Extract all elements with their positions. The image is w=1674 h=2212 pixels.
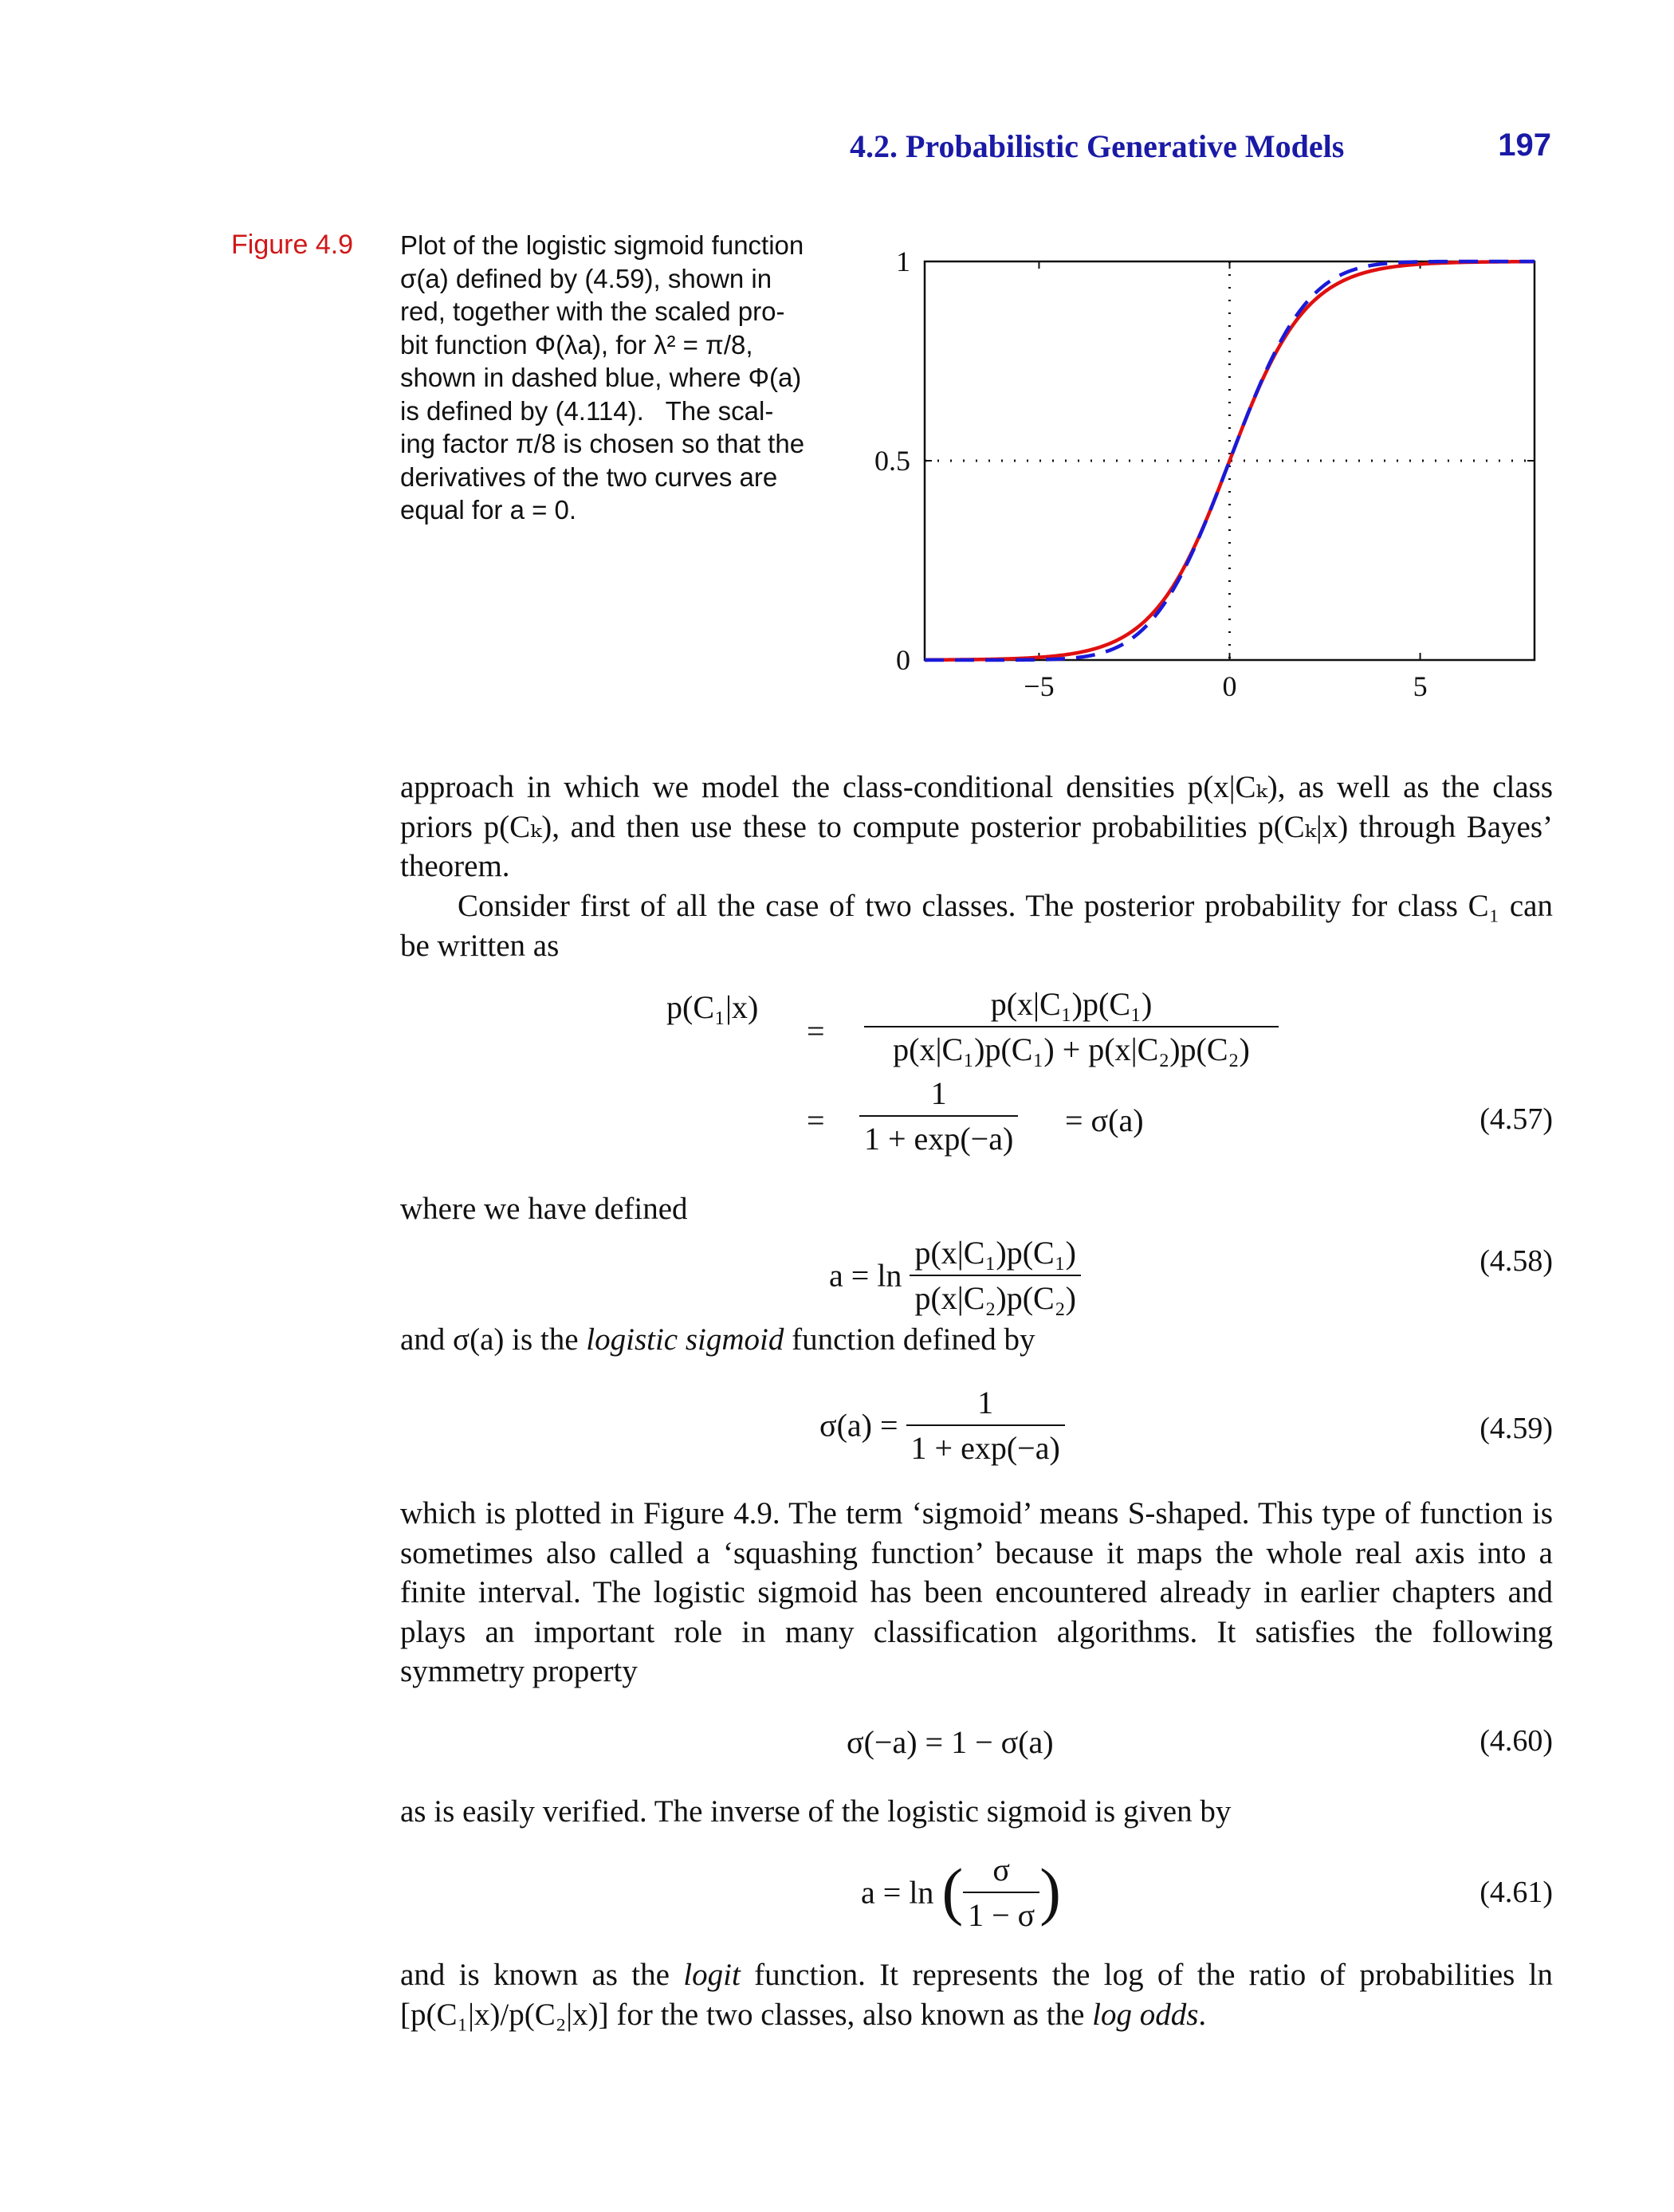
running-header (850, 128, 1551, 175)
eq-457-denominator-2: 1 + exp(−a) (864, 1121, 1014, 1157)
eq-459 (819, 1384, 1065, 1467)
sigmoid-chart (869, 239, 1570, 717)
caption-line: derivatives of the two curves are (400, 462, 778, 492)
eq-457-numerator-1: p(x|C₁)p(C₁) (864, 985, 1279, 1027)
eq-458-lhs: a = ln (829, 1257, 902, 1294)
para3-emphasis: logistic sigmoid (586, 1322, 784, 1357)
para3-post: function defined by (784, 1322, 1035, 1357)
eq-461 (861, 1851, 1061, 1934)
x-tick-label: 0 (1222, 670, 1237, 702)
eq-457-fraction-2 (859, 1075, 1018, 1157)
eq-458-numerator: p(x|C₁)p(C₁) (910, 1234, 1081, 1276)
eq-460: σ(−a) = 1 − σ(a) (847, 1724, 1054, 1760)
figure-caption (400, 229, 856, 527)
para6-end: . (1198, 1997, 1207, 2032)
caption-line: ing factor π/8 is chosen so that the (400, 429, 805, 458)
caption-line: equal for a = 0. (400, 495, 577, 525)
x-tick-label: −5 (1024, 670, 1055, 702)
eq-457-equals-1: = (807, 1013, 825, 1049)
caption-line: Plot of the logistic sigmoid function (400, 230, 804, 260)
caption-line: shown in dashed blue, where Φ(a) (400, 363, 802, 392)
y-tick-label: 0.5 (874, 445, 910, 477)
eq-459-denominator: 1 + exp(−a) (910, 1430, 1060, 1466)
eq-457-denominator-1: p(x|C₁)p(C₁) + p(x|C₂)p(C₂) (893, 1031, 1250, 1067)
eq-457-equals-2: = (807, 1102, 825, 1138)
paragraph-1: approach in which we model the class-conditional densities p(x|Cₖ), as well as the class priors p(Cₖ), and then use these to compute posterior probabilities p(Cₖ|x) through Bayes’ theorem. (400, 770, 1553, 883)
eq-457-numerator-2: 1 (859, 1075, 1018, 1117)
eq-461-numerator: σ (963, 1851, 1039, 1893)
eq-458 (829, 1234, 1081, 1317)
figure-label: Figure 4.9 (231, 230, 354, 260)
eq-457-rhs: = σ(a) (1065, 1102, 1144, 1138)
paragraph-3 (400, 1320, 1553, 1360)
x-tick-label: 5 (1413, 670, 1428, 702)
sigmoid-series-line (925, 261, 1534, 660)
paragraph-5: as is easily verified. The inverse of the logistic sigmoid is given by (400, 1794, 1232, 1829)
eq-459-lhs: σ(a) = (819, 1407, 898, 1444)
eq-457-lhs: p(C₁|x) (666, 989, 759, 1025)
right-paren: ) (1039, 1856, 1061, 1927)
eq-457-number: (4.57) (1479, 1102, 1553, 1136)
eq-461-denominator: 1 − σ (968, 1897, 1035, 1933)
page-number: 197 (1498, 128, 1551, 163)
where-text: where we have defined (400, 1192, 688, 1226)
eq-459-numerator: 1 (906, 1384, 1065, 1426)
left-paren: ( (941, 1856, 964, 1927)
para6-emphasis-log-odds: log odds (1092, 1997, 1199, 2032)
y-tick-label: 1 (896, 246, 910, 277)
eq-458-number: (4.58) (1479, 1244, 1553, 1278)
paragraph-2: Consider first of all the case of two classes. The posterior probability for class C₁ can be written as (400, 889, 1553, 963)
caption-line: bit function Φ(λa), for λ² = π/8, (400, 329, 753, 359)
eq-461-number: (4.61) (1479, 1876, 1553, 1909)
caption-line: σ(a) defined by (4.59), shown in (400, 263, 772, 293)
section-title: 4.2. Probabilistic Generative Models (850, 128, 1345, 164)
para6-emphasis-logit: logit (683, 1958, 741, 1992)
eq-459-number: (4.59) (1479, 1412, 1553, 1445)
eq-461-lhs: a = ln (861, 1874, 934, 1911)
paragraph-4: which is plotted in Figure 4.9. The term ‘sigmoid’ means S-shaped. This type of function is sometimes also called a ‘squashing function’ because it maps the whole real axis into a finite interval. The logistic sigmoid has been encountered already in earlier chapters and plays an important role in many classification algorithms. It satisfies the following symmetry property (400, 1496, 1553, 1688)
para6-pre: and is known as the (400, 1958, 684, 1992)
para3-pre: and σ(a) is the (400, 1322, 587, 1357)
caption-line: red, together with the scaled pro- (400, 297, 785, 326)
eq-460-number: (4.60) (1479, 1724, 1553, 1758)
y-tick-label: 0 (896, 644, 910, 676)
eq-457-fraction-1 (859, 985, 1283, 1068)
caption-line: is defined by (4.114). The scal- (400, 395, 774, 426)
eq-458-denominator: p(x|C₂)p(C₂) (914, 1280, 1076, 1316)
paragraph-6 (400, 1955, 1553, 2034)
para6-mid: function. It represents the log of the ratio of probabilities ln [p(C₁|x)/p(C₂|x)] for the two classes, also known as the (400, 1958, 1553, 2032)
